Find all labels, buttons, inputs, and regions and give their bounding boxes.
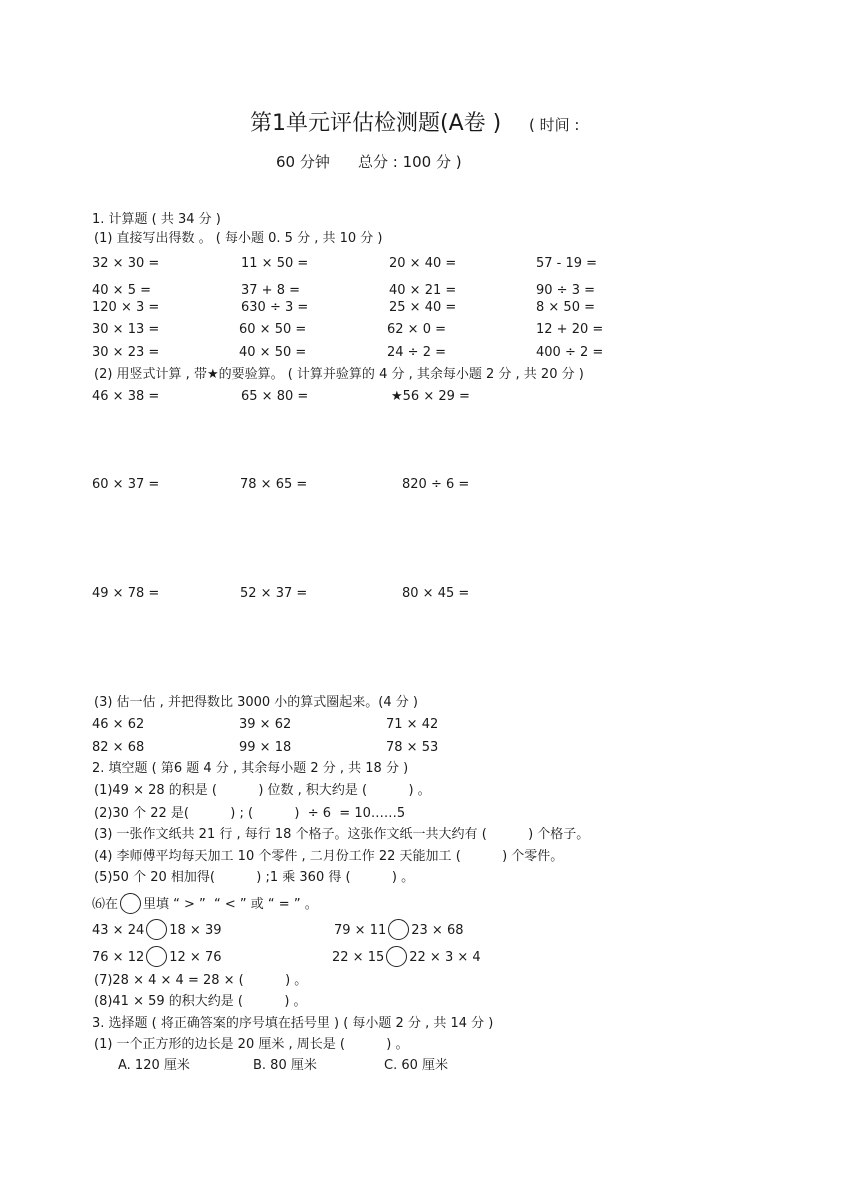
fill-question-5: (5)50 个 20 相加得( ) ;1 乘 360 得 ( ) 。 [94,870,415,885]
vertical-calc-item: 49 × 78 = [92,586,160,601]
calc-item: 24 ÷ 2 = [387,345,446,360]
calc-item: 62 × 0 = [387,322,446,337]
compare-left: 76 × 12 [92,950,145,965]
compare-right: 23 × 68 [411,923,464,938]
section-3-heading: 3. 选择题 ( 将正确答案的序号填在括号里 ) ( 每小题 2 分 , 共 14 分 ) [92,1016,494,1031]
calc-item: 120 × 3 = [92,300,160,315]
exam-duration: 60 分钟 [276,153,330,171]
time-prefix: ( 时间 : [529,116,580,134]
part-1-heading: (1) 直接写出得数 。 ( 每小题 0. 5 分 , 共 10 分 ) [94,231,383,246]
compare-circle[interactable] [388,919,409,940]
compare-circle[interactable] [386,946,407,967]
compare-circle [120,893,141,914]
calc-item: 12 + 20 = [536,322,604,337]
vertical-calc-item: 52 × 37 = [240,586,308,601]
vertical-calc-item: 80 × 45 = [402,586,470,601]
calc-item: 25 × 40 = [389,300,457,315]
section-1-heading: 1. 计算题 ( 共 34 分 ) [92,212,221,227]
compare-right: 18 × 39 [169,923,222,938]
fill-question-3: (3) 一张作文纸共 21 行 , 每行 18 个格子。这张作文纸一共大约有 ( ) 个格子。 [94,827,590,842]
vertical-calc-item: 65 × 80 = [241,389,309,404]
estimate-item: 99 × 18 [239,740,292,755]
compare-circle[interactable] [146,919,167,940]
calc-item: 30 × 13 = [92,322,160,337]
calc-item: 40 × 50 = [239,345,307,360]
compare-right: 12 × 76 [169,950,222,965]
fill-question-2: (2)30 个 22 是( ) ; ( ) ÷ 6 = 10……5 [94,806,406,821]
choice-option-c: C. 60 厘米 [384,1058,449,1073]
compare-right: 22 × 3 × 4 [409,950,481,965]
vertical-calc-item: 78 × 65 = [240,477,308,492]
fill-question-4: (4) 李师傅平均每天加工 10 个零件 , 二月份工作 22 天能加工 ( ) 个零件。 [94,849,564,864]
vertical-calc-item: 820 ÷ 6 = [402,477,470,492]
calc-item: 40 × 5 = [92,283,151,298]
fill-question-6-instruction [92,893,318,914]
compare-pair [334,919,464,940]
compare-left: 79 × 11 [334,923,387,938]
calc-item: 11 × 50 = [241,256,309,271]
calc-item: 90 ÷ 3 = [536,283,595,298]
calc-item: 57 - 19 = [536,256,598,271]
calc-item: 8 × 50 = [536,300,595,315]
estimate-item: 78 × 53 [386,740,439,755]
choice-option-b: B. 80 厘米 [253,1058,317,1073]
vertical-calc-item: 60 × 37 = [92,477,160,492]
choice-question-1: (1) 一个正方形的边长是 20 厘米 , 周长是 ( ) 。 [94,1037,409,1052]
estimate-item: 46 × 62 [92,717,145,732]
calc-item: 30 × 23 = [92,345,160,360]
calc-item: 20 × 40 = [389,256,457,271]
fill-question-8: (8)41 × 59 的积大约是 ( ) 。 [94,994,307,1009]
compare-circle[interactable] [146,946,167,967]
section-2-heading: 2. 填空题 ( 第6 题 4 分 , 其余每小题 2 分 , 共 18 分 ) [92,761,409,776]
exam-title: 第1单元评估检测题(A卷 ) [250,111,502,136]
fill-question-7: (7)28 × 4 × 4 = 28 × ( ) 。 [94,973,308,988]
calc-item: 37 + 8 = [241,283,300,298]
fill-question-1: (1)49 × 28 的积是 ( ) 位数 , 积大约是 ( ) 。 [94,783,431,798]
estimate-item: 71 × 42 [386,717,439,732]
calc-item: 40 × 21 = [389,283,457,298]
vertical-calc-item-verify: ★56 × 29 = [391,389,470,404]
compare-pair [332,946,481,967]
part-3-heading: (3) 估一估 , 并把得数比 3000 小的算式圈起来。(4 分 ) [94,695,418,710]
estimate-item: 39 × 62 [239,717,292,732]
q6-prefix: ⑹在 [92,897,119,912]
calc-item: 60 × 50 = [239,322,307,337]
compare-left: 43 × 24 [92,923,145,938]
compare-pair [92,946,222,967]
part-2-heading: (2) 用竖式计算 , 带★的要验算。 ( 计算并验算的 4 分 , 其余每小题 2 分 , 共 20 分 ) [94,367,584,382]
estimate-item: 82 × 68 [92,740,145,755]
calc-item: 400 ÷ 2 = [536,345,604,360]
compare-pair [92,919,222,940]
choice-option-a: A. 120 厘米 [118,1058,190,1073]
exam-total-score: 总分 : 100 分 ) [358,153,462,171]
q6-suffix: 里填 “ > ” “ < ” 或 “ = ” 。 [143,897,318,912]
compare-left: 22 × 15 [332,950,385,965]
vertical-calc-item: 46 × 38 = [92,389,160,404]
calc-item: 630 ÷ 3 = [241,300,309,315]
calc-item: 32 × 30 = [92,256,160,271]
